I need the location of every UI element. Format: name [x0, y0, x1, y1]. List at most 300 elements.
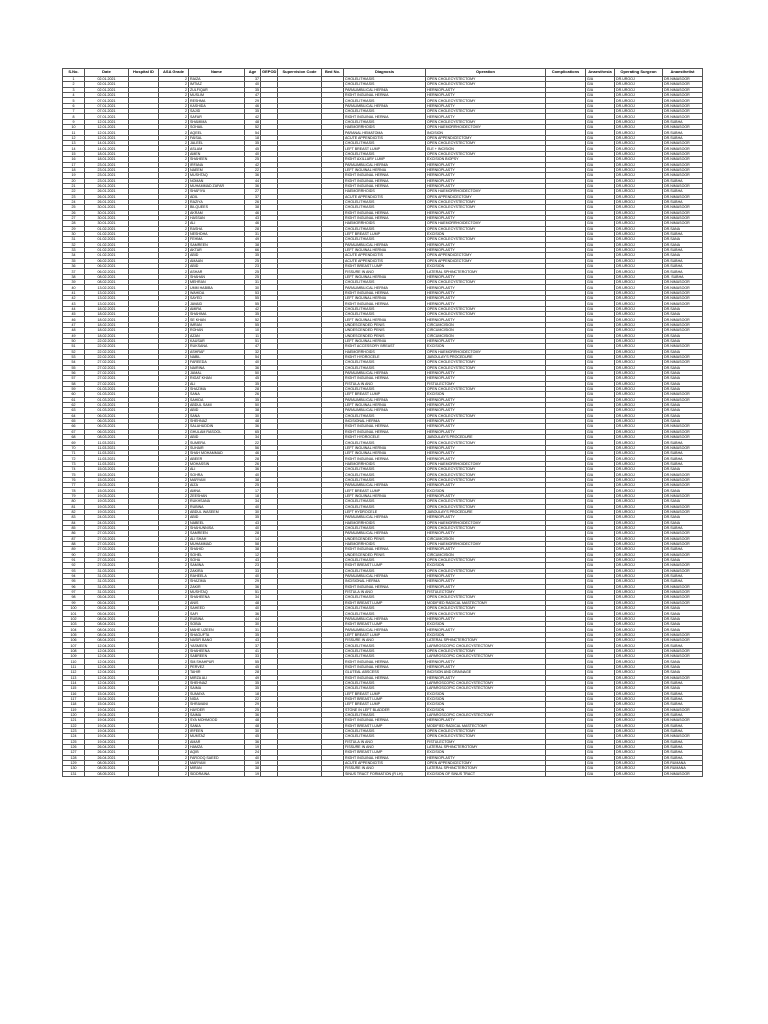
cell-diagnosis: RIGHT BREAST LUMP [344, 563, 426, 568]
cell-name: ADIL [189, 194, 245, 199]
cell-operation: CIRCUMCISION [426, 333, 546, 338]
cell-sno: 17 [63, 162, 85, 167]
cell-operating-surgeon: DR.UROOJ [615, 146, 663, 151]
cell-date: 18.02.2021 [85, 333, 129, 338]
cell-name: RESHMA [189, 98, 245, 103]
cell-diagnosis: FISSURE IN ANO [344, 744, 426, 749]
cell-anaesthesia: G/A [586, 109, 615, 114]
cell-anaesthesia: G/A [586, 686, 615, 691]
cell-anaesthetist: DR.NIMASOOR [663, 162, 703, 167]
cell-sno: 47 [63, 322, 85, 327]
cell-asa-grade: 2 [159, 98, 189, 103]
cell-operation: OPEN CHOLECYSTECTOMY [426, 205, 546, 210]
cell-date: 19.04.2021 [85, 739, 129, 744]
cell-operating-surgeon: DR.UROOJ [615, 723, 663, 728]
cell-operating-surgeon: DR.UROOJ [615, 488, 663, 493]
cell-name: SUMERA [189, 440, 245, 445]
cell-operation: OPEN CHOLECYSTECTOMY [426, 440, 546, 445]
cell-name: ALI [189, 221, 245, 226]
cell-age: 56 [245, 445, 261, 450]
cell-asa-grade: 2 [159, 205, 189, 210]
cell-anaesthesia: G/A [586, 595, 615, 600]
cell-anaesthetist: DR.SUBHA [663, 456, 703, 461]
cell-anaesthetist: DR.SANA [663, 670, 703, 675]
cell-sno: 22 [63, 189, 85, 194]
cell-diagnosis: ACUTE APPENDICITIS [344, 194, 426, 199]
cell-age: 40 [245, 606, 261, 611]
cell-asa-grade: 2 [159, 531, 189, 536]
cell-asa-grade: 2 [159, 622, 189, 627]
cell-age: 43 [245, 638, 261, 643]
cell-age: 34 [245, 499, 261, 504]
cell-operation: OPEN CHOLECYSTECTOMY [426, 365, 546, 370]
cell-operating-surgeon: DR.UROOJ [615, 643, 663, 648]
cell-date: 06.02.2021 [85, 264, 129, 269]
cell-operation: EXCISION OF SINUS TRACT [426, 771, 546, 776]
cell-diagnosis: LEFT BREAST LUMP [344, 632, 426, 637]
cell-operation: OPEN CHOLECYSTECTOMY [426, 734, 546, 739]
cell-operation: MODIFIED RADICAL MASTECTOMY [426, 723, 546, 728]
cell-date: 01.02.2021 [85, 231, 129, 236]
cell-operating-surgeon: DR.UROOJ [615, 451, 663, 456]
cell-operation: JABOULAY'S PROCEDURE [426, 509, 546, 514]
cell-anaesthesia: G/A [586, 408, 615, 413]
cell-anaesthesia: G/A [586, 664, 615, 669]
cell-date: 15.04.2021 [85, 691, 129, 696]
cell-age: 48 [245, 419, 261, 424]
cell-anaesthesia: G/A [586, 435, 615, 440]
cell-anaesthetist: DR.SANA [663, 616, 703, 621]
cell-anaesthesia: G/A [586, 253, 615, 258]
cell-date: 08.05.2021 [85, 771, 129, 776]
cell-date: 11.03.2021 [85, 451, 129, 456]
cell-anaesthetist: DR.NIMASOOR [663, 707, 703, 712]
cell-asa-grade: 2 [159, 600, 189, 605]
cell-date: 19.04.2021 [85, 728, 129, 733]
cell-anaesthetist: DR.NIMASOOR [663, 675, 703, 680]
cell-age: 38 [245, 205, 261, 210]
cell-operation: HERNIOPLASTY [426, 376, 546, 381]
cell-diagnosis: CHOLELITHIASIS [344, 98, 426, 103]
cell-anaesthesia: G/A [586, 381, 615, 386]
cell-sno: 12 [63, 135, 85, 140]
cell-anaesthetist: DR.NIMASOOR [663, 328, 703, 333]
cell-sno: 105 [63, 632, 85, 637]
cell-anaesthesia: G/A [586, 573, 615, 578]
cell-operating-surgeon: DR.UROOJ [615, 312, 663, 317]
cell-name: SAMINA [189, 563, 245, 568]
cell-operating-surgeon: DR.UROOJ [615, 301, 663, 306]
cell-sno: 36 [63, 264, 85, 269]
cell-asa-grade: 2 [159, 402, 189, 407]
cell-anaesthetist: DR.NIMASOOR [663, 290, 703, 295]
cell-diagnosis: CHOLELITHIASIS [344, 306, 426, 311]
cell-name: PERVEZ [189, 664, 245, 669]
cell-sno: 54 [63, 360, 85, 365]
cell-anaesthesia: G/A [586, 226, 615, 231]
cell-operating-surgeon: DR.UROOJ [615, 237, 663, 242]
cell-operation: ELE + INCISION [426, 146, 546, 151]
cell-anaesthetist: DR.NIMASOOR [663, 157, 703, 162]
cell-asa-grade: 2 [159, 349, 189, 354]
cell-asa-grade: 2 [159, 691, 189, 696]
cell-name: ZAKIRA [189, 568, 245, 573]
table-row [63, 771, 703, 776]
cell-name: NAIRINA [189, 365, 245, 370]
cell-asa-grade: 2 [159, 167, 189, 172]
cell-operating-surgeon: DR.UROOJ [615, 269, 663, 274]
cell-anaesthetist: DR.NIMASOOR [663, 563, 703, 568]
cell-sno: 37 [63, 269, 85, 274]
cell-asa-grade: 2 [159, 771, 189, 776]
cell-name: MUSLIM [189, 93, 245, 98]
cell-anaesthesia: G/A [586, 178, 615, 183]
cell-age: 31 [245, 231, 261, 236]
cell-operating-surgeon: DR.UROOJ [615, 93, 663, 98]
cell-diagnosis: PARAUMBILICAL HERNIA [344, 616, 426, 621]
cell-asa-grade: 2 [159, 568, 189, 573]
cell-asa-grade: 2 [159, 723, 189, 728]
cell-operation: OPEN CHOLECYSTECTOMY [426, 77, 546, 82]
cell-date: 27.03.2021 [85, 552, 129, 557]
cell-operating-surgeon: DR.UROOJ [615, 317, 663, 322]
cell-name: ZULFIQAR [189, 87, 245, 92]
cell-age: 37 [245, 194, 261, 199]
cell-anaesthesia: G/A [586, 370, 615, 375]
cell-anaesthesia: G/A [586, 312, 615, 317]
cell-age: 47 [245, 344, 261, 349]
cell-anaesthetist: DR.NIMASOOR [663, 477, 703, 482]
cell-anaesthesia: G/A [586, 344, 615, 349]
cell-anaesthesia: G/A [586, 77, 615, 82]
cell-sno: 52 [63, 349, 85, 354]
cell-date: 19.03.2021 [85, 499, 129, 504]
cell-age: 51 [245, 590, 261, 595]
cell-age: 38 [245, 547, 261, 552]
cell-anaesthetist: DR.SANA [663, 520, 703, 525]
cell-operation: EXCISION [426, 344, 546, 349]
cell-date: 05.04.2021 [85, 595, 129, 600]
cell-anaesthetist: DR.SANA [663, 365, 703, 370]
cell-anaesthetist: DR.RUMANA [663, 761, 703, 766]
cell-asa-grade: 2 [159, 365, 189, 370]
cell-operating-surgeon: DR.UROOJ [615, 386, 663, 391]
cell-date: 18.02.2021 [85, 328, 129, 333]
cell-operating-surgeon: DR.UROOJ [615, 590, 663, 595]
cell-operation: OPEN CHOLECYSTECTOMY [426, 477, 546, 482]
cell-operation: OPEN APPENDICECTOMY [426, 761, 546, 766]
cell-sno: 103 [63, 622, 85, 627]
operation-register-sheet [62, 68, 702, 777]
cell-anaesthesia: G/A [586, 301, 615, 306]
cell-age: 65 [245, 429, 261, 434]
cell-asa-grade: 2 [159, 189, 189, 194]
cell-age: 36 [245, 365, 261, 370]
cell-age: 14 [245, 536, 261, 541]
cell-anaesthetist: DR.NIMASOOR [663, 552, 703, 557]
cell-name: MUSHTAQ [189, 590, 245, 595]
cell-operating-surgeon: DR.UROOJ [615, 264, 663, 269]
cell-anaesthesia: G/A [586, 173, 615, 178]
cell-anaesthetist: DR.NIMASOOR [663, 93, 703, 98]
cell-sno: 95 [63, 579, 85, 584]
cell-anaesthetist: DR.NIMASOOR [663, 595, 703, 600]
cell-operation: OPEN CHOLECYSTECTOMY [426, 728, 546, 733]
cell-diagnosis: RIGHT INGUINAL HERNIA [344, 183, 426, 188]
cell-anaesthesia: G/A [586, 167, 615, 172]
cell-sno: 91 [63, 557, 85, 562]
cell-date: 01.02.2021 [85, 253, 129, 258]
cell-name: ALI [189, 381, 245, 386]
cell-anaesthesia: G/A [586, 445, 615, 450]
cell-operating-surgeon: DR.UROOJ [615, 402, 663, 407]
cell-age: 35 [245, 397, 261, 402]
cell-anaesthetist: DR.SANA [663, 413, 703, 418]
cell-asa-grade: 2 [159, 675, 189, 680]
cell-operation: OPEN CHOLECYSTECTOMY [426, 82, 546, 87]
cell-anaesthesia: G/A [586, 638, 615, 643]
cell-operation: OPEN CHOLECYSTECTOMY [426, 306, 546, 311]
cell-operation: OPEN CHOLECYSTECTOMY [426, 504, 546, 509]
cell-anaesthesia: G/A [586, 146, 615, 151]
cell-asa-grade: 2 [159, 338, 189, 343]
cell-anaesthetist: DR.SUBHA [663, 451, 703, 456]
cell-age: 22 [245, 440, 261, 445]
cell-diagnosis: FISSURE IN ANO [344, 638, 426, 643]
cell-date: 06.03.2021 [85, 413, 129, 418]
cell-operating-surgeon: DR.UROOJ [615, 231, 663, 236]
cell-asa-grade: 2 [159, 221, 189, 226]
cell-anaesthesia: G/A [586, 231, 615, 236]
cell-asa-grade: 2 [159, 125, 189, 130]
cell-anaesthetist: DR.NIMASOOR [663, 483, 703, 488]
cell-operation: OPEN CHOLECYSTECTOMY [426, 606, 546, 611]
cell-diagnosis: PARANAL HEMATOMA [344, 130, 426, 135]
cell-age: 44 [245, 616, 261, 621]
cell-asa-grade: 2 [159, 755, 189, 760]
cell-age: 52 [245, 125, 261, 130]
cell-diagnosis: ACUTE APPENDICITIS [344, 253, 426, 258]
cell-sno: 21 [63, 183, 85, 188]
cell-sno: 89 [63, 547, 85, 552]
cell-date: 23.01.2021 [85, 167, 129, 172]
cell-age: 53 [245, 290, 261, 295]
cell-operating-surgeon: DR.UROOJ [615, 659, 663, 664]
cell-name: MARYAM [189, 761, 245, 766]
cell-anaesthesia: G/A [586, 162, 615, 167]
cell-diagnosis: HAEMORRHOIDS [344, 520, 426, 525]
cell-date: 22.02.2021 [85, 349, 129, 354]
cell-age: 35 [245, 87, 261, 92]
cell-operation: EXCISION [426, 488, 546, 493]
cell-operating-surgeon: DR.UROOJ [615, 397, 663, 402]
cell-age: 29 [245, 98, 261, 103]
cell-operating-surgeon: DR.UROOJ [615, 755, 663, 760]
cell-age: 28 [245, 386, 261, 391]
cell-diagnosis: CHOLELITHIASIS [344, 734, 426, 739]
cell-anaesthetist: DR.SUBHA [663, 135, 703, 140]
cell-diagnosis: LEFT BREAST LUMP [344, 488, 426, 493]
cell-name: SAIMA [189, 712, 245, 717]
cell-name: FAROOQ SAEED [189, 755, 245, 760]
cell-operating-surgeon: DR.UROOJ [615, 766, 663, 771]
cell-operating-surgeon: DR.UROOJ [615, 109, 663, 114]
cell-operating-surgeon: DR.UROOJ [615, 82, 663, 87]
cell-sno: 31 [63, 237, 85, 242]
cell-operation: LATERAL SPHINCTEROTOMY [426, 744, 546, 749]
cell-anaesthetist: DR.SANA [663, 659, 703, 664]
cell-date: 07.01.2021 [85, 103, 129, 108]
cell-diagnosis: UNDESCENDED PENIS [344, 333, 426, 338]
cell-age: 42 [245, 162, 261, 167]
column-header-operation: Operation [426, 69, 546, 77]
cell-date: 08.05.2021 [85, 766, 129, 771]
cell-date: 07.01.2021 [85, 109, 129, 114]
cell-date: 05.04.2021 [85, 600, 129, 605]
cell-anaesthetist: DR.SANA [663, 488, 703, 493]
cell-sno: 30 [63, 231, 85, 236]
cell-operation: HERNIOPLASTY [426, 493, 546, 498]
cell-operation: HERNIOPLASTY [426, 210, 546, 215]
cell-diagnosis: CHOLELITHIASIS [344, 386, 426, 391]
cell-sno: 119 [63, 707, 85, 712]
cell-age: 32 [245, 349, 261, 354]
cell-anaesthetist: DR.SANA [663, 419, 703, 424]
cell-name: SIDDRAINA [189, 771, 245, 776]
cell-asa-grade: 2 [159, 445, 189, 450]
cell-age: 36 [245, 584, 261, 589]
cell-anaesthesia: G/A [586, 349, 615, 354]
cell-anaesthesia: G/A [586, 125, 615, 130]
cell-asa-grade: 2 [159, 354, 189, 359]
cell-operating-surgeon: DR.UROOJ [615, 600, 663, 605]
cell-name: MOHASSIN [189, 461, 245, 466]
cell-diagnosis: CHOLELITHIASIS [344, 654, 426, 659]
cell-operating-surgeon: DR.UROOJ [615, 248, 663, 253]
cell-name: AQIB [189, 750, 245, 755]
cell-anaesthesia: G/A [586, 264, 615, 269]
cell-anaesthesia: G/A [586, 723, 615, 728]
cell-complications [546, 771, 586, 776]
cell-anaesthetist: DR.SANA [663, 499, 703, 504]
cell-name: SAFAR [189, 114, 245, 119]
cell-date: 19.04.2021 [85, 718, 129, 723]
cell-operation: HERNIOPLASTY [426, 408, 546, 413]
cell-anaesthesia: G/A [586, 557, 615, 562]
cell-diagnosis: HAEMORRHOIDS [344, 461, 426, 466]
cell-operation: HERNIOPLASTY [426, 659, 546, 664]
cell-anaesthesia: G/A [586, 354, 615, 359]
cell-operation: OPEN APPENDICECTOMY [426, 194, 546, 199]
cell-anaesthesia: G/A [586, 750, 615, 755]
cell-sno: 125 [63, 739, 85, 744]
cell-name: SHAMIMA [189, 119, 245, 124]
cell-diagnosis: FISTULA IN ANO [344, 739, 426, 744]
cell-operation: OPEN CHOLECYSTECTOMY [426, 467, 546, 472]
cell-anaesthesia: G/A [586, 194, 615, 199]
cell-sno: 81 [63, 504, 85, 509]
cell-operation: HERNIOPLASTY [426, 370, 546, 375]
cell-anaesthetist: DR.SANA [663, 515, 703, 520]
cell-name: AIZA [189, 483, 245, 488]
cell-anaesthetist: DR.SANA [663, 242, 703, 247]
cell-anaesthetist: DR.SUBHA [663, 696, 703, 701]
cell-age: 19 [245, 771, 261, 776]
cell-sno: 25 [63, 205, 85, 210]
cell-diagnosis: RIGHT INGUINAL HERNIA [344, 675, 426, 680]
cell-anaesthetist: DR.NIMASOOR [663, 317, 703, 322]
cell-anaesthesia: G/A [586, 563, 615, 568]
cell-name: ASHRAF [189, 349, 245, 354]
cell-date: 24.03.2021 [85, 515, 129, 520]
cell-name: SHAHIMA [189, 312, 245, 317]
cell-name: IRFANA [189, 162, 245, 167]
cell-age: 58 [245, 541, 261, 546]
cell-asa-grade: 2 [159, 547, 189, 552]
cell-age: 23 [245, 563, 261, 568]
cell-operating-surgeon: DR.UROOJ [615, 419, 663, 424]
cell-name: SAIMA [189, 686, 245, 691]
cell-name: SE KHAN [189, 317, 245, 322]
cell-asa-grade: 2 [159, 157, 189, 162]
cell-date: 31.03.2021 [85, 568, 129, 573]
cell-asa-grade: 2 [159, 162, 189, 167]
cell-name: MIRAN [189, 766, 245, 771]
cell-date: 11.03.2021 [85, 440, 129, 445]
cell-diagnosis: LEFT BREAST LUMP [344, 231, 426, 236]
cell-operating-surgeon: DR.UROOJ [615, 285, 663, 290]
cell-sno: 44 [63, 306, 85, 311]
cell-name: ZEESHAN [189, 493, 245, 498]
cell-anaesthesia: G/A [586, 744, 615, 749]
cell-operation: HERNIOPLASTY [426, 616, 546, 621]
cell-anaesthesia: G/A [586, 702, 615, 707]
cell-operating-surgeon: DR.UROOJ [615, 429, 663, 434]
cell-asa-grade: 2 [159, 317, 189, 322]
cell-asa-grade: 2 [159, 424, 189, 429]
cell-date: 02.01.2021 [85, 93, 129, 98]
cell-name: AKRAM [189, 210, 245, 215]
cell-asa-grade: 2 [159, 461, 189, 466]
cell-name: RASHA [189, 226, 245, 231]
cell-sno: 90 [63, 552, 85, 557]
cell-age: 45 [245, 146, 261, 151]
cell-date: 12.01.2021 [85, 130, 129, 135]
cell-asa-grade: 2 [159, 536, 189, 541]
cell-date: 22.02.2021 [85, 338, 129, 343]
cell-operating-surgeon: DR.UROOJ [615, 162, 663, 167]
cell-asa-grade: 2 [159, 579, 189, 584]
cell-operation: HERNIOPLASTY [426, 173, 546, 178]
cell-anaesthesia: G/A [586, 210, 615, 215]
cell-age: 46 [245, 210, 261, 215]
cell-operation: HERNIOPLASTY [426, 483, 546, 488]
cell-date: 18.02.2021 [85, 312, 129, 317]
cell-name: BILQUEES [189, 205, 245, 210]
cell-operating-surgeon: DR.UROOJ [615, 130, 663, 135]
cell-operation: LATERAL SPHINCTEROTOMY [426, 766, 546, 771]
cell-operation: HERNIOPLASTY [426, 627, 546, 632]
cell-diagnosis: PARAUMBILICAL HERNIA [344, 408, 426, 413]
cell-diagnosis: CHOLELITHIASIS [344, 477, 426, 482]
cell-asa-grade: 2 [159, 557, 189, 562]
cell-age: 19 [245, 761, 261, 766]
cell-diagnosis: RIGHT INGUINAL HERNIA [344, 755, 426, 760]
cell-date: 12.04.2021 [85, 648, 129, 653]
cell-sno: 50 [63, 338, 85, 343]
cell-anaesthesia: G/A [586, 290, 615, 295]
cell-operating-surgeon: DR.UROOJ [615, 691, 663, 696]
